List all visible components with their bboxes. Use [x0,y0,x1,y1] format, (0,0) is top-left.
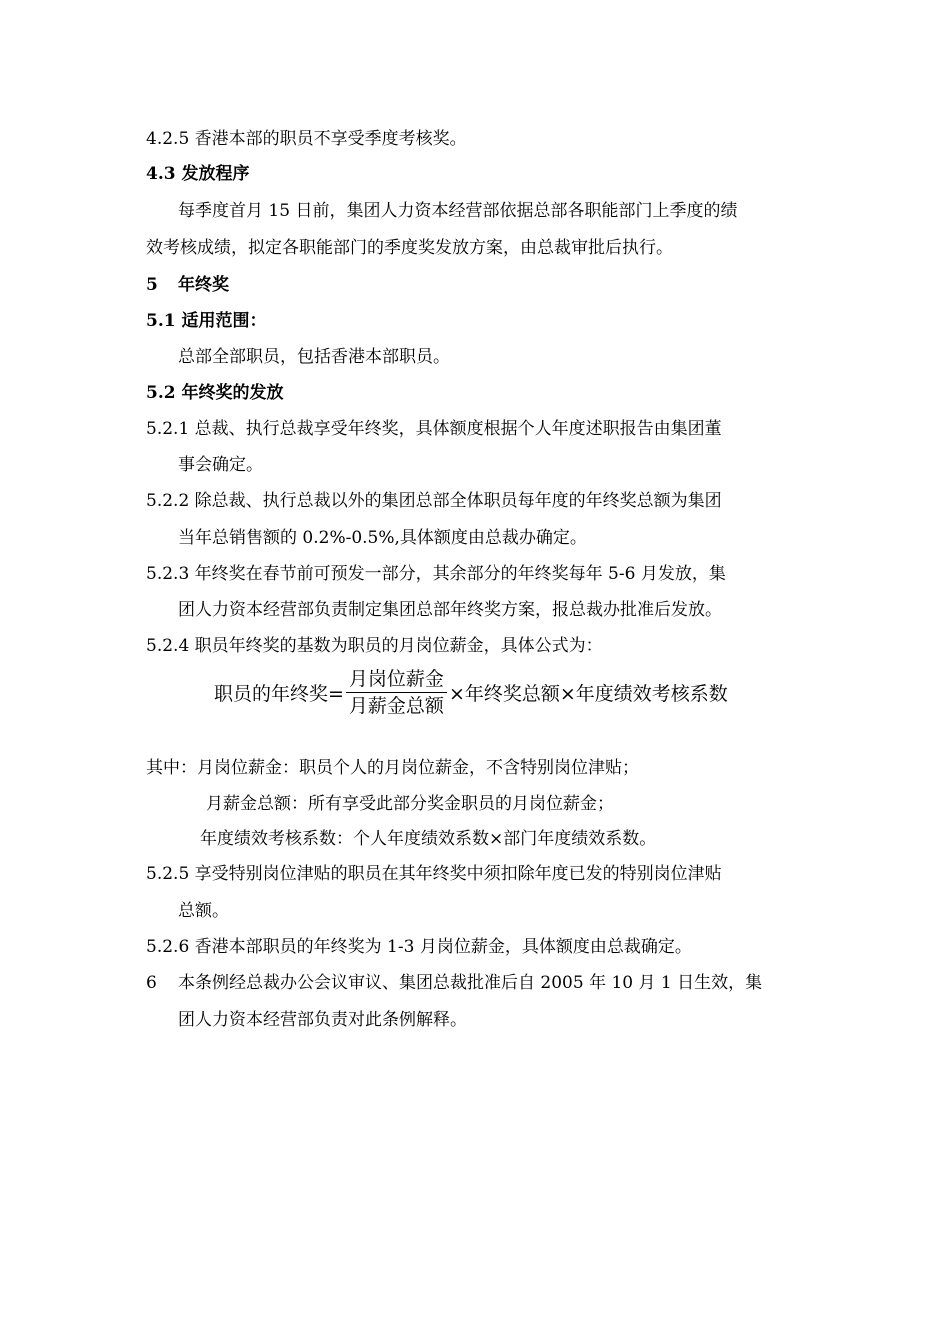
clause-5-2-5-line2: 总额。 [178,901,229,921]
note-line2: 月薪金总额：所有享受此部分奖金职员的月岗位薪金； [206,794,614,814]
paragraph-4-3-line1: 每季度首月 15 日前，集团人力资本经营部依据总部各职能部门上季度的绩 [178,201,738,221]
formula-fraction [346,667,447,718]
clause-5-2-6: 5.2.6 香港本部职员的年终奖为 1-3 月岗位薪金，具体额度由总裁确定。 [146,937,692,957]
year-end-bonus-formula [214,664,728,720]
section-6-line1: 本条例经总裁办公会议审议、集团总裁批准后自 2005 年 10 月 1 日生效，集 [178,973,763,993]
formula-rhs: ×年终奖总额×年度绩效考核系数 [448,682,728,705]
formula-denominator: 月薪金总额 [348,694,444,717]
formula-lhs: 职员的年终奖= [214,682,344,705]
paragraph-4-3-line2: 效考核成绩，拟定各职能部门的季度奖发放方案，由总裁审批后执行。 [146,238,673,258]
clause-5-2-2-line1: 5.2.2 除总裁、执行总裁以外的集团总部全体职员每年度的年终奖总额为集团 [146,491,722,511]
heading-5-1: 5.1 适用范围： [146,311,267,331]
section-6-line2: 团人力资本经营部负责对此条例解释。 [178,1010,467,1030]
clause-5-2-2-line2: 当年总销售额的 0.2%-0.5%,具体额度由总裁办确定。 [178,528,587,548]
clause-5-2-3-line1: 5.2.3 年终奖在春节前可预发一部分，其余部分的年终奖每年 5-6 月发放，集 [146,564,726,584]
heading-5-number: 5 [146,275,158,295]
heading-4-3: 4.3 发放程序 [146,164,250,184]
clause-4-2-5: 4.2.5 香港本部的职员不享受季度考核奖。 [146,129,467,149]
clause-5-2-5-line1: 5.2.5 享受特别岗位津贴的职员在其年终奖中须扣除年度已发的特别岗位津贴 [146,864,722,884]
heading-5-text: 年终奖 [178,275,229,295]
clause-5-2-4: 5.2.4 职员年终奖的基数为职员的月岗位薪金，具体公式为： [146,636,603,656]
formula-numerator: 月岗位薪金 [346,667,447,693]
clause-5-2-3-line2: 团人力资本经营部负责制定集团总部年终奖方案，报总裁办批准后发放。 [178,600,722,620]
clause-5-2-1-line1: 5.2.1 总裁、执行总裁享受年终奖，具体额度根据个人年度述职报告由集团董 [146,419,722,439]
section-6-number: 6 [146,973,157,993]
heading-5-2: 5.2 年终奖的发放 [146,383,284,403]
clause-5-2-1-line2: 事会确定。 [178,455,263,475]
paragraph-5-1: 总部全部职员，包括香港本部职员。 [178,347,450,367]
note-line3: 年度绩效考核系数：个人年度绩效系数×部门年度绩效系数。 [200,829,657,849]
note-line1: 其中：月岗位薪金：职员个人的月岗位薪金，不含特别岗位津贴； [146,758,639,778]
